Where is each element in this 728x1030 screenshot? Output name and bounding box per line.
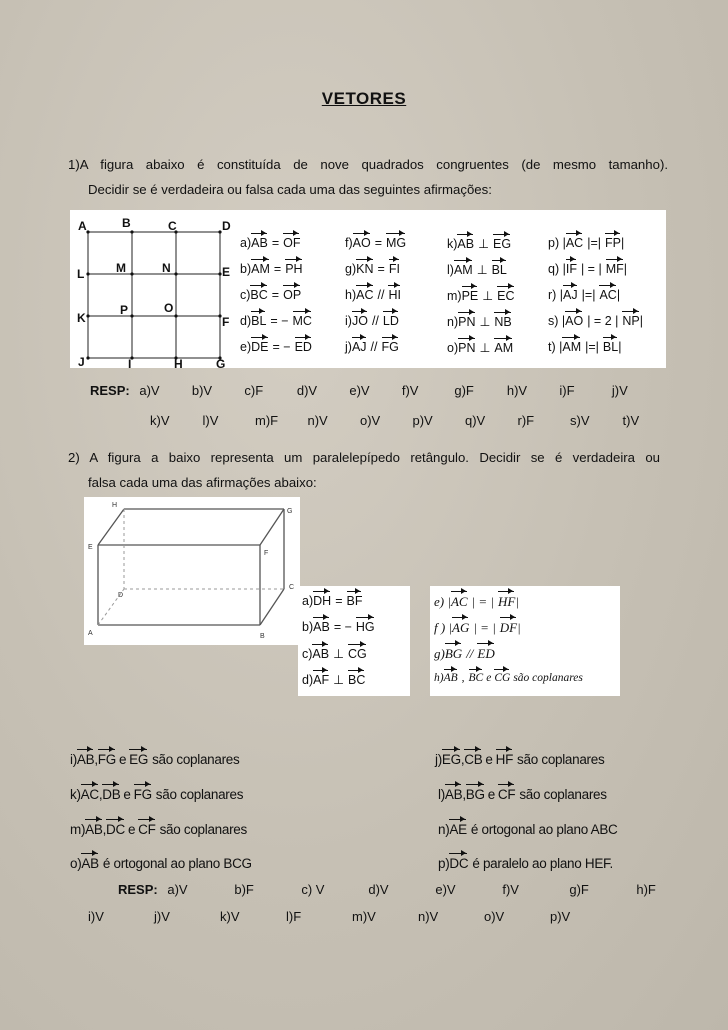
item-prefix: p): [438, 856, 450, 871]
item-prefix: o): [447, 341, 459, 355]
q2-text: [68, 445, 660, 495]
coplanar-statement: l)AB,BG e CF são coplanares: [438, 787, 607, 802]
label-C: C: [168, 219, 177, 233]
vector-label: AM: [251, 262, 270, 276]
vector-label: CG: [348, 647, 367, 661]
vector-label: AC: [599, 288, 617, 302]
vector-label: ED: [294, 340, 312, 354]
vector-label: BF: [346, 594, 363, 608]
q2-figure-panel: [84, 497, 300, 645]
item-operator: //: [371, 314, 379, 328]
statement-item: [302, 594, 362, 608]
answer: b)V: [191, 383, 213, 398]
answer: j)V: [154, 909, 170, 924]
label-F: F: [222, 315, 230, 329]
vector-label: AM: [494, 341, 514, 355]
item-operator: | = |: [473, 620, 496, 635]
cube-label-H: H: [112, 502, 118, 509]
answer: g)F: [454, 383, 474, 398]
vector-label: OP: [283, 288, 302, 302]
vector-label: AB: [444, 787, 463, 802]
vector-label: AB: [312, 647, 330, 661]
vector-label: CG: [494, 672, 511, 684]
vector-label: AB: [76, 752, 95, 767]
item-suffix: |: [515, 594, 519, 609]
q2-answers-row1: [118, 882, 678, 897]
q1-answers-row1: [90, 383, 680, 398]
item-suffix: |: [639, 314, 643, 328]
item-tail: são coplanares: [155, 787, 244, 802]
item-prefix: q) |: [548, 262, 566, 276]
item-operator: | = |: [471, 594, 494, 609]
vector-label: AM: [453, 263, 473, 277]
vector-label: BC: [250, 288, 268, 302]
label-D: D: [222, 219, 231, 233]
vector-label: BL: [491, 263, 507, 277]
statement-item: [240, 340, 312, 354]
vector-label: DC: [106, 822, 125, 837]
item-prefix: k): [70, 787, 81, 802]
item-prefix: f ) |: [434, 620, 453, 635]
item-prefix: g): [345, 262, 357, 276]
vector-label: IF: [565, 262, 577, 276]
item-suffix: |: [621, 236, 625, 250]
vector-label: NB: [494, 315, 512, 329]
answer: f)V: [401, 383, 419, 398]
answer: i)F: [559, 383, 575, 398]
item-prefix: h): [434, 672, 444, 684]
item-prefix: n): [438, 822, 450, 837]
vector-label: FI: [388, 262, 400, 276]
label-B: B: [122, 216, 131, 230]
answer: h)V: [506, 383, 528, 398]
vector-label: DC: [449, 856, 469, 871]
cube-label-A: A: [88, 630, 93, 637]
item-tail: é paralelo ao plano HEF.: [472, 856, 613, 871]
label-M: M: [116, 261, 126, 275]
item-prefix: r) |: [548, 288, 564, 302]
answer: q)V: [465, 413, 486, 428]
item-operator: //: [466, 646, 474, 661]
vector-label: FG: [97, 752, 116, 767]
q2-items-right-panel: [430, 586, 620, 696]
vector-label: AC: [356, 288, 374, 302]
vector-label: CF: [138, 822, 156, 837]
item-prefix: p) |: [548, 236, 566, 250]
vector-label: AB: [443, 672, 458, 684]
item-conj: e: [123, 787, 131, 802]
vector-label: HF: [495, 752, 514, 767]
answer: l)V: [202, 413, 219, 428]
vector-label: AJ: [563, 288, 578, 302]
vector-label: BC: [348, 673, 366, 687]
cube-label-C: C: [289, 584, 295, 591]
answer: s)V: [570, 413, 590, 428]
item-operator: ⊥: [479, 341, 491, 355]
answer: i)V: [88, 909, 104, 924]
item-operator: =: [271, 236, 280, 250]
q2-answers-row2: [88, 909, 648, 924]
item-operator: = −: [270, 314, 289, 328]
item-prefix: k): [447, 237, 458, 251]
vector-label: MG: [386, 236, 407, 250]
statement-item: [434, 620, 521, 636]
item-operator: | = |: [580, 262, 602, 276]
vector-label: BC: [468, 672, 484, 684]
item-prefix: c): [302, 647, 313, 661]
item-operator: | = 2 |: [587, 314, 619, 328]
item-operator: =: [377, 262, 385, 276]
vector-label: EG: [129, 752, 149, 767]
vector-label: LD: [382, 314, 399, 328]
item-prefix: i): [70, 752, 77, 767]
vector-label: AO: [352, 236, 371, 250]
statement-item: [434, 646, 495, 662]
vector-label: PN: [458, 341, 476, 355]
answer: e)V: [349, 383, 370, 398]
statement-item: [240, 262, 303, 276]
q1-line2: Decidir se é verdadeira ou falsa cada uma das seguintes afirmações:: [88, 182, 492, 197]
statement-item: [447, 340, 513, 355]
label-O: O: [164, 301, 174, 315]
statement-item: [548, 314, 643, 328]
item-prefix: b): [302, 620, 314, 634]
cube-label-B: B: [260, 633, 265, 640]
vector-label: AO: [565, 314, 584, 328]
item-suffix: |: [616, 288, 621, 302]
q2-line1: 2) A figura a baixo representa um paralelepípedo retângulo. Decidir se é verdadeira ou: [68, 450, 660, 465]
vector-label: MF: [605, 262, 624, 276]
answer: b)F: [234, 882, 254, 897]
vector-label: AE: [449, 822, 467, 837]
answer: c)F: [244, 383, 264, 398]
answer: m)F: [255, 413, 279, 428]
q1-text: [68, 152, 668, 202]
item-operator: ,: [461, 672, 465, 684]
item-prefix: t) |: [548, 340, 563, 354]
item-prefix: e): [240, 340, 252, 354]
item-operator: //: [377, 288, 385, 302]
item-prefix: d): [302, 673, 314, 687]
vector-label: EG: [493, 237, 512, 251]
vector-label: NP: [622, 314, 640, 328]
vector-label: PE: [461, 289, 479, 303]
item-prefix: d): [240, 314, 252, 328]
item-conj: e: [486, 672, 492, 684]
statement-item: [345, 288, 401, 302]
statement-item: [434, 594, 519, 610]
vector-label: AJ: [351, 340, 367, 354]
answer: c) V: [301, 882, 325, 897]
vector-label: BL: [602, 340, 619, 354]
vector-label: AB: [313, 620, 330, 634]
coplanar-statement: i)AB,FG e EG são coplanares: [70, 752, 240, 767]
item-prefix: b): [240, 262, 252, 276]
statement-item: [240, 236, 300, 250]
vector-label: AB: [251, 236, 268, 250]
vector-label: BG: [444, 646, 463, 661]
answer: k)V: [150, 413, 170, 428]
statement-item: [548, 340, 621, 354]
vector-label: AC: [80, 787, 99, 802]
vector-label: AM: [562, 340, 582, 354]
answer: l)F: [286, 909, 302, 924]
answer: k)V: [220, 909, 240, 924]
page-title: VETORES: [321, 89, 407, 108]
cube-label-G: G: [287, 508, 293, 515]
vector-label: BL: [251, 314, 267, 328]
item-tail: são coplanares: [519, 787, 607, 802]
vector-label: AB: [457, 237, 475, 251]
item-suffix: |: [618, 340, 622, 354]
parallelepiped-figure: [84, 497, 300, 645]
cube-label-D: D: [118, 592, 124, 599]
vector-label: OF: [283, 236, 301, 250]
coplanar-statement: [438, 856, 613, 871]
coplanar-statement: [438, 822, 618, 837]
statement-item: [548, 288, 620, 302]
cube-label-E: E: [88, 544, 93, 551]
item-operator: ⊥: [482, 289, 494, 303]
answer: p)V: [550, 909, 571, 924]
answer: d)V: [296, 383, 318, 398]
item-prefix: f): [345, 236, 353, 250]
vector-label: KN: [356, 262, 374, 276]
item-prefix: h): [345, 288, 357, 302]
vector-label: DE: [251, 340, 269, 354]
label-J: J: [78, 355, 85, 368]
item-prefix: s) |: [548, 314, 566, 328]
item-operator: =: [374, 236, 383, 250]
answer: m)V: [352, 909, 376, 924]
item-prefix: o): [70, 856, 82, 871]
label-P: P: [120, 303, 129, 317]
label-A: A: [78, 219, 87, 233]
item-operator: =: [273, 262, 282, 276]
item-prefix: m): [70, 822, 86, 837]
item-tail: são coplanares: [517, 752, 605, 767]
label-I: I: [128, 357, 132, 368]
vector-label: AB: [81, 856, 99, 871]
answer: o)V: [484, 909, 505, 924]
vector-label: PH: [285, 262, 303, 276]
answer: t)V: [622, 413, 640, 428]
item-operator: = −: [272, 340, 291, 354]
item-conj: e: [485, 752, 493, 767]
vector-label: AC: [450, 594, 468, 609]
item-tail: são coplanares: [152, 752, 240, 767]
vector-label: CB: [464, 752, 483, 767]
vector-label: JO: [351, 314, 368, 328]
coplanar-statement: j)EG,CB e HF são coplanares: [435, 752, 605, 767]
item-suffix: |: [623, 262, 628, 276]
item-suffix: |: [517, 620, 521, 635]
answer: n)V: [307, 413, 328, 428]
label-K: K: [77, 311, 86, 325]
item-prefix: j): [345, 340, 352, 354]
item-operator: |=|: [587, 236, 602, 250]
item-prefix: i): [345, 314, 352, 328]
resp-label: RESP:: [90, 383, 130, 398]
vector-label: HI: [388, 288, 401, 302]
vector-label: DB: [102, 787, 121, 802]
coplanar-statement: k)AC,DB e FG são coplanares: [70, 787, 244, 802]
answer: n)V: [418, 909, 439, 924]
cube-label-F: F: [264, 550, 269, 557]
statement-item: [345, 236, 406, 250]
statement-item: [447, 262, 507, 277]
q1-answers-row2: [150, 413, 680, 428]
statement-item: [434, 672, 583, 684]
item-operator: ⊥: [479, 315, 491, 329]
item-prefix: m): [447, 289, 462, 303]
item-operator: ⊥: [476, 263, 488, 277]
statement-item: [548, 262, 627, 276]
item-prefix: e) |: [434, 594, 451, 609]
vector-label: AC: [565, 236, 584, 250]
item-operator: =: [335, 594, 343, 608]
vector-label: BG: [465, 787, 485, 802]
item-operator: |=|: [581, 288, 596, 302]
vector-label: DF: [499, 620, 518, 635]
item-operator: |=|: [585, 340, 599, 354]
q1-figure-panel: [70, 210, 666, 368]
statement-item: [240, 314, 312, 328]
item-operator: ⊥: [478, 237, 489, 251]
answer: f)V: [502, 882, 519, 897]
item-prefix: n): [447, 315, 459, 329]
item-prefix: a): [302, 594, 314, 608]
answer: o)V: [360, 413, 381, 428]
statement-item: [447, 236, 511, 251]
item-operator: //: [370, 340, 378, 354]
answer: p)V: [412, 413, 433, 428]
item-operator: =: [271, 288, 280, 302]
vector-label: FG: [133, 787, 152, 802]
coplanar-statement: [70, 856, 252, 871]
item-operator: = −: [333, 620, 352, 634]
statement-item: [447, 288, 515, 303]
item-conj: e: [487, 787, 495, 802]
vector-label: FG: [381, 340, 399, 354]
item-prefix: g): [434, 646, 445, 661]
answer: e)V: [435, 882, 456, 897]
q2-resp-label: RESP:: [118, 882, 158, 897]
statement-item: [240, 288, 301, 302]
answer: d)V: [368, 882, 389, 897]
item-prefix: l): [438, 787, 445, 802]
vector-label: AB: [85, 822, 103, 837]
answer: j)V: [611, 383, 628, 398]
grid-figure: [70, 210, 240, 368]
answer: a)V: [167, 882, 188, 897]
coplanar-statement: m)AB,DC e CF são coplanares: [70, 822, 247, 837]
q1-line1: 1)A figura abaixo é constituída de nove quadrados congruentes (de mesmo tamanho).: [68, 157, 668, 172]
vector-label: EC: [497, 289, 515, 303]
vector-label: AG: [452, 620, 470, 635]
statement-item: [302, 672, 365, 687]
vector-label: HF: [497, 594, 516, 609]
statement-item: [345, 340, 399, 354]
item-prefix: a): [240, 236, 252, 250]
statement-item: [345, 314, 399, 328]
vector-label: EG: [441, 752, 461, 767]
item-prefix: l): [447, 263, 454, 277]
vector-label: FP: [605, 236, 621, 250]
label-G: G: [216, 357, 226, 368]
vector-label: HG: [355, 620, 375, 634]
item-tail: são coplanares: [513, 672, 583, 684]
statement-item: [345, 262, 400, 276]
statement-item: [302, 620, 375, 634]
vector-label: CF: [497, 787, 516, 802]
answer: a)V: [139, 383, 160, 398]
item-operator: ⊥: [333, 647, 344, 661]
item-prefix: c): [240, 288, 251, 302]
statement-item: [302, 646, 367, 661]
vector-label: PN: [458, 315, 476, 329]
vector-label: ED: [477, 646, 495, 661]
item-conj: e: [118, 752, 127, 767]
label-L: L: [77, 267, 85, 281]
q2-items-left-panel: [298, 586, 410, 696]
answer: h)F: [636, 882, 656, 897]
item-prefix: j): [435, 752, 442, 767]
statement-item: [548, 236, 624, 250]
label-E: E: [222, 265, 231, 279]
answer: g)F: [569, 882, 589, 897]
item-conj: e: [127, 822, 136, 837]
item-tail: é ortogonal ao plano BCG: [102, 856, 252, 871]
item-operator: ⊥: [333, 673, 344, 687]
item-tail: são coplanares: [159, 822, 247, 837]
vector-label: AF: [313, 673, 330, 687]
vector-label: MC: [292, 314, 312, 328]
label-H: H: [174, 357, 183, 368]
statement-item: [447, 314, 512, 329]
item-tail: é ortogonal ao plano ABC: [470, 822, 618, 837]
q2-line2: falsa cada uma das afirmações abaixo:: [88, 475, 317, 490]
vector-label: DH: [313, 594, 332, 608]
label-N: N: [162, 261, 171, 275]
answer: r)F: [517, 413, 535, 428]
